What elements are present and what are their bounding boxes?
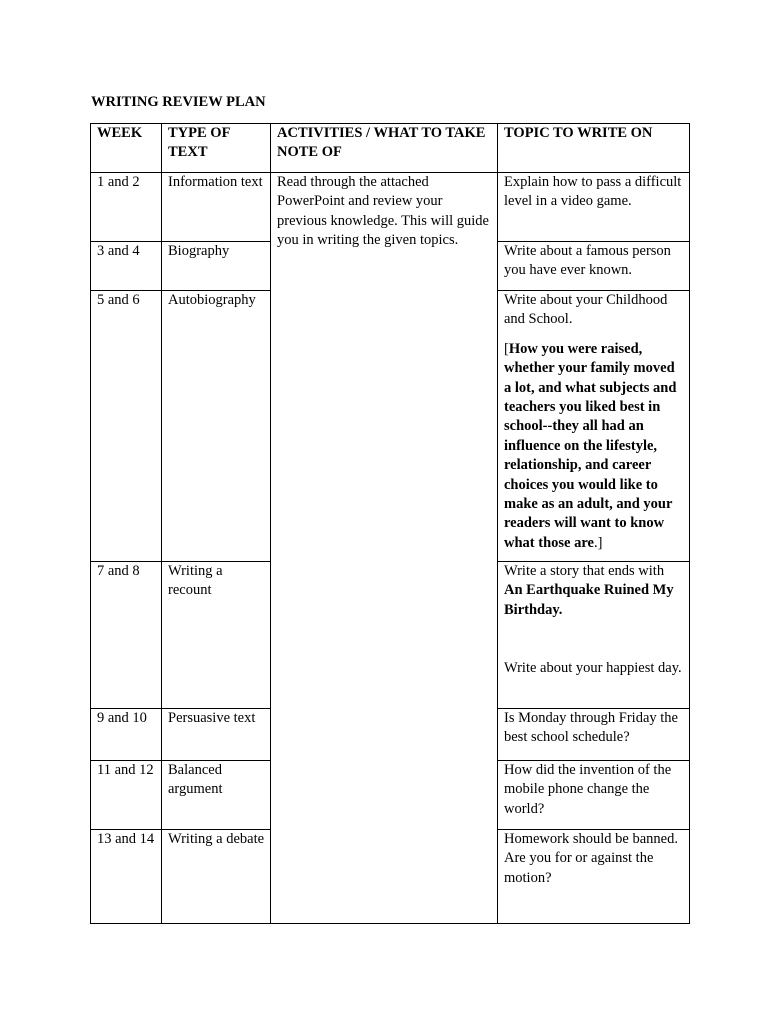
topic-cell: Write about a famous person you have ever known. — [498, 242, 690, 291]
week-cell: 5 and 6 — [91, 291, 162, 562]
topic-cell — [498, 562, 690, 709]
table-row — [91, 173, 690, 242]
topic-cell: Homework should be banned. Are you for or against the motion? — [498, 830, 690, 924]
topic-bold-title: An Earthquake Ruined My Birthday. — [504, 582, 674, 618]
type-cell: Persuasive text — [162, 709, 271, 761]
header-type-of-text: TYPE OF TEXT — [162, 124, 271, 173]
header-topic: TOPIC TO WRITE ON — [498, 124, 690, 173]
week-cell: 1 and 2 — [91, 173, 162, 242]
topic-alternative: Write about your happiest day. — [504, 660, 682, 677]
topic-cell: How did the invention of the mobile phone change the world? — [498, 761, 690, 830]
header-week: WEEK — [91, 124, 162, 173]
topic-cell — [498, 291, 690, 562]
document-title: WRITING REVIEW PLAN — [91, 94, 266, 110]
topic-cell: Is Monday through Friday the best school schedule? — [498, 709, 690, 761]
header-activities: ACTIVITIES / WHAT TO TAKE NOTE OF — [271, 124, 498, 173]
type-cell: Autobiography — [162, 291, 271, 562]
type-cell: Writing a recount — [162, 562, 271, 709]
topic-text: Write a story that ends with — [504, 563, 665, 579]
week-cell: 7 and 8 — [91, 562, 162, 709]
topic-note-close: .] — [593, 534, 603, 551]
topic-text: Write about your Childhood and School. — [504, 292, 668, 328]
activities-cell: Read through the attached PowerPoint and review your previous knowledge. This will guide you in writing the given topics. — [271, 173, 498, 924]
topic-note-bold: How you were raised, whether your family moved a lot, and what subjects and teachers you liked best in school--they all had an influence on the lifestyle, relationship, and career choices you would like to make as an adult, and your readers will want to know what those are — [504, 340, 677, 551]
topic-note-open: [ — [504, 340, 509, 357]
week-cell: 3 and 4 — [91, 242, 162, 291]
type-cell: Balanced argument — [162, 761, 271, 830]
type-cell: Biography — [162, 242, 271, 291]
type-cell: Information text — [162, 173, 271, 242]
writing-review-table — [90, 123, 690, 924]
type-cell: Writing a debate — [162, 830, 271, 924]
week-cell: 9 and 10 — [91, 709, 162, 761]
week-cell: 13 and 14 — [91, 830, 162, 924]
week-cell: 11 and 12 — [91, 761, 162, 830]
topic-cell: Explain how to pass a difficult level in a video game. — [498, 173, 690, 242]
table-header-row — [91, 124, 690, 173]
topic-note — [504, 340, 684, 553]
